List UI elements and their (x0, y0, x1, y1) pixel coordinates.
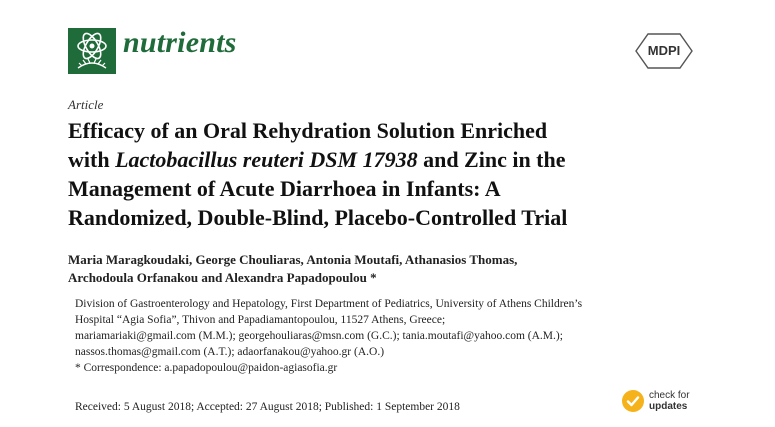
title-line: Efficacy of an Oral Rehydration Solution Enriched (68, 118, 548, 143)
check-for-updates-badge[interactable] (622, 390, 702, 416)
article-type: Article (68, 97, 104, 112)
article-title (68, 116, 718, 232)
email-line[interactable]: mariamariaki@gmail.com (M.M.); georgehouliaras@msn.com (G.C.); tania.moutafi@yahoo.com (A.M.); (75, 330, 563, 342)
badge-label (649, 390, 690, 412)
publication-dates: Received: 5 August 2018; Accepted: 27 August 2018; Published: 1 September 2018 (75, 401, 460, 413)
affiliation-line: Hospital “Agia Sofia”, Thivon and Papadiamantopoulou, 11527 Athens, Greece; (75, 314, 446, 326)
author-line: Maria Maragkoudaki, George Chouliaras, Antonia Moutafi, Athanasios Thomas, (68, 252, 518, 267)
author-list (68, 251, 708, 287)
title-text: with (68, 147, 116, 172)
correspondence-line[interactable]: * Correspondence: a.papadopoulou@paidon-agiasofia.gr (75, 362, 338, 374)
journal-name: nutrients (123, 26, 237, 59)
title-line (68, 145, 718, 174)
email-line[interactable]: nassos.thomas@gmail.com (A.T.); adaorfanakou@yahoo.gr (A.O.) (75, 346, 385, 358)
checkmark-circle-icon (622, 390, 644, 412)
affiliation-block (75, 296, 725, 376)
publisher-logo (634, 33, 694, 69)
title-line: Randomized, Double-Blind, Placebo-Controlled Trial (68, 205, 568, 230)
title-text: and Zinc in the (417, 147, 566, 172)
title-line: Management of Acute Diarrhoea in Infants: A (68, 176, 501, 201)
journal-logo (68, 28, 116, 74)
affiliation-line: Division of Gastroenterology and Hepatology, First Department of Pediatrics, University of Athens Children’s (75, 298, 583, 310)
publisher-name: MDPI (647, 43, 681, 58)
author-line: Archodoula Orfanakou and Alexandra Papadopoulou * (68, 270, 377, 285)
badge-line1: check for (649, 390, 690, 401)
badge-line2: updates (649, 401, 688, 412)
title-species: Lactobacillus reuteri DSM 17938 (115, 147, 418, 172)
atom-wheat-icon (68, 28, 116, 74)
